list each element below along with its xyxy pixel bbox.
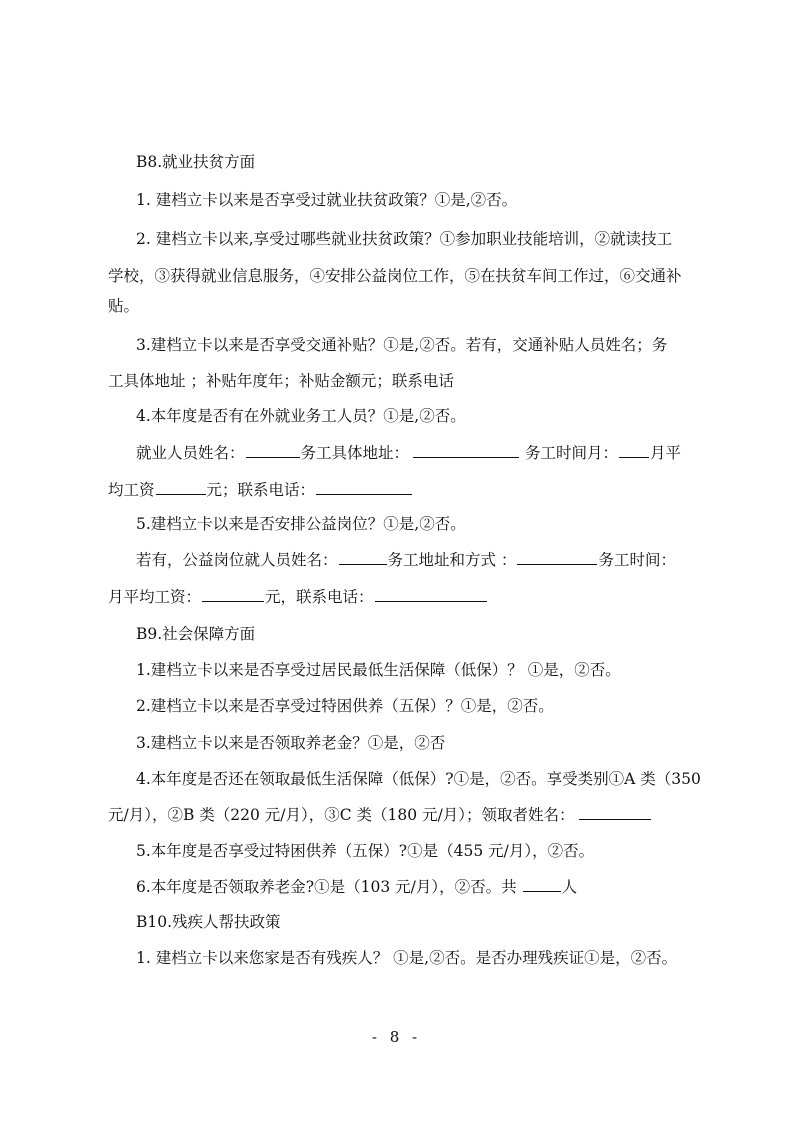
work-months-blank[interactable]: [619, 443, 649, 458]
section-heading-b10: B10.残疾人帮扶政策: [136, 913, 281, 931]
b9-question-5: 5.本年度是否享受过特困供养（五保）?①是（455 元/月），②否。: [136, 842, 595, 860]
employed-name-label: 就业人员姓名：: [136, 444, 245, 462]
section-heading-b8: B8.就业扶贫方面: [136, 153, 256, 171]
work-address-method-label: 务工地址和方式 ：: [387, 551, 517, 569]
monthly-wage-label: 月平均工资：: [108, 588, 202, 606]
b8-question-5: 5.建档立卡以来是否安排公益岗位？①是,②否。: [136, 515, 466, 533]
work-time-label: 务工时间：: [598, 551, 676, 569]
b8-question-2-line-2: 学校，③获得就业信息服务，④安排公益岗位工作，⑤在扶贫车间工作过，⑥交通补: [108, 267, 682, 285]
b9-q6-text: 6.本年度是否领取养老金?①是（103 元/月），②否。共: [136, 878, 517, 896]
b8-question-1: 1. 建档立卡以来是否享受过就业扶贫政策？①是,②否。: [136, 191, 518, 209]
b8-question-4: 4.本年度是否有在外就业务工人员？①是,②否。: [136, 407, 466, 425]
b9-question-3: 3.建档立卡以来是否领取养老金？①是，②否: [136, 734, 446, 752]
b8-question-5-fields-line-1: [136, 550, 676, 570]
pension-count-blank[interactable]: [523, 877, 561, 892]
work-months-label: 务工时间月：: [524, 444, 618, 462]
b9-question-4-line-2: [108, 805, 652, 825]
b8-question-2-line-3: 贴。: [108, 297, 140, 315]
welfare-post-name-label: 若有，公益岗位就人员姓名：: [136, 551, 338, 569]
phone-blank[interactable]: [316, 480, 412, 495]
b8-question-3-line-2: 工具体地址 ；补贴年度年；补贴金额元；联系电话: [108, 372, 454, 390]
b9-q6-tail: 人: [561, 878, 578, 896]
employed-name-blank[interactable]: [246, 443, 300, 458]
b8-question-2-line-1: 2. 建档立卡以来,享受过哪些就业扶贫政策？①参加职业技能培训，②就读技工: [136, 230, 673, 248]
b8-question-3-line-1: 3.建档立卡以来是否享受交通补贴？①是,②否。若有，交通补贴人员姓名；务: [136, 336, 668, 354]
b8-question-4-fields-line-2: [108, 480, 413, 500]
welfare-post-name-blank[interactable]: [339, 550, 387, 565]
b9-question-2: 2.建档立卡以来是否享受过特困供养（五保）？①是，②否。: [136, 697, 554, 715]
page-number: - 8 -: [371, 1028, 422, 1046]
work-address-label: 务工具体地址：: [300, 444, 410, 462]
welfare-phone-label: 元，联系电话：: [265, 588, 374, 606]
b9-question-1: 1.建档立卡以来是否享受过居民最低生活保障（低保）？ ①是，②否。: [136, 661, 621, 679]
work-address-blank[interactable]: [413, 443, 519, 458]
b9-q4-line-2-text: 元/月），②B 类（220 元/月），③C 类（180 元/月）；领取者姓名：: [108, 806, 575, 824]
b8-question-4-fields-line-1: [136, 443, 681, 463]
b9-question-6: [136, 877, 577, 897]
avg-wage-label: 均工资: [108, 481, 155, 499]
b9-question-4-line-1: 4.本年度是否还在领取最低生活保障（低保）?①是，②否。享受类别①A 类（350: [136, 770, 701, 788]
b10-question-1: 1. 建档立卡以来您家是否有残疾人？ ①是,②否。是否办理残疾证①是，②否。: [136, 949, 678, 967]
monthly-wage-blank[interactable]: [202, 587, 264, 602]
welfare-phone-blank[interactable]: [375, 587, 487, 602]
avg-wage-blank[interactable]: [156, 480, 206, 495]
recipient-name-blank[interactable]: [579, 805, 651, 820]
monthly-avg-label: 月平: [649, 444, 681, 462]
section-heading-b9: B9.社会保障方面: [136, 625, 256, 643]
b8-question-5-fields-line-2: [108, 587, 488, 607]
work-address-method-blank[interactable]: [517, 550, 597, 565]
phone-label: 元；联系电话：: [206, 481, 316, 499]
